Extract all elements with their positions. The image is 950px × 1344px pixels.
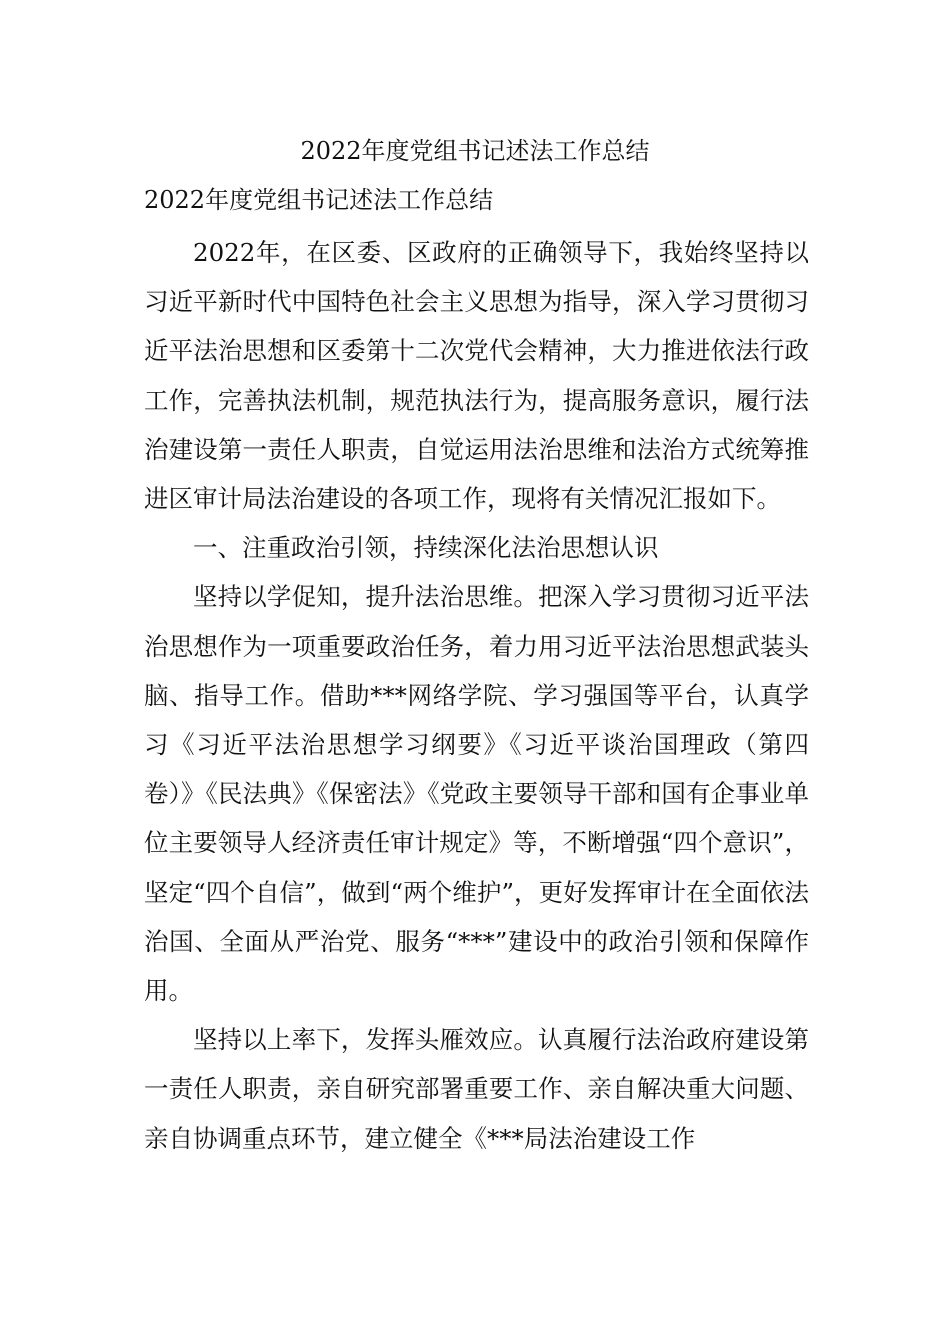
- section-1-heading: 一、注重政治引领，持续深化法治思想认识: [193, 533, 659, 563]
- section-1-paragraph-2: 坚持以上率下，发挥头雁效应。认真履行法治政府建设第一责任人职责，亲自研究部署重要工作、亲自解决重大问题、亲自协调重点环节，建立健全《***局法治建设工作: [144, 1025, 809, 1153]
- section-1-paragraph-1: 坚持以学促知，提升法治思维。把深入学习贯彻习近平法治思想作为一项重要政治任务，着力用习近平法治思想武装头脑、指导工作。借助***网络学院、学习强国等平台，认真学习《习近平法治思想学习纲要》《习近平谈治国理政（第四卷）》《民法典》《保密法》《党政主要领导干部和国有企事业单位主要领导人经济责任审计规定》等，不断增强“四个意识”，坚定“四个自信”，做到“两个维护”，更好发挥审计在全面依法治国、全面从严治党、服务“***”建设中的政治引领和保障作用。: [144, 582, 809, 1006]
- document-body: [144, 180, 809, 1163]
- document-subtitle: 2022年度党组书记述法工作总结: [144, 186, 494, 214]
- intro-paragraph: 2022年，在区委、区政府的正确领导下，我始终坚持以习近平新时代中国特色社会主义思想为指导，深入学习贯彻习近平法治思想和区委第十二次党代会精神，大力推进依法行政工作，完善执法机制，规范执法行为，提高服务意识，履行法治建设第一责任人职责，自觉运用法治思维和法治方式统筹推进区审计局法治建设的各项工作，现将有关情况汇报如下。: [144, 238, 809, 514]
- document-title: 2022年度党组书记述法工作总结: [300, 137, 650, 165]
